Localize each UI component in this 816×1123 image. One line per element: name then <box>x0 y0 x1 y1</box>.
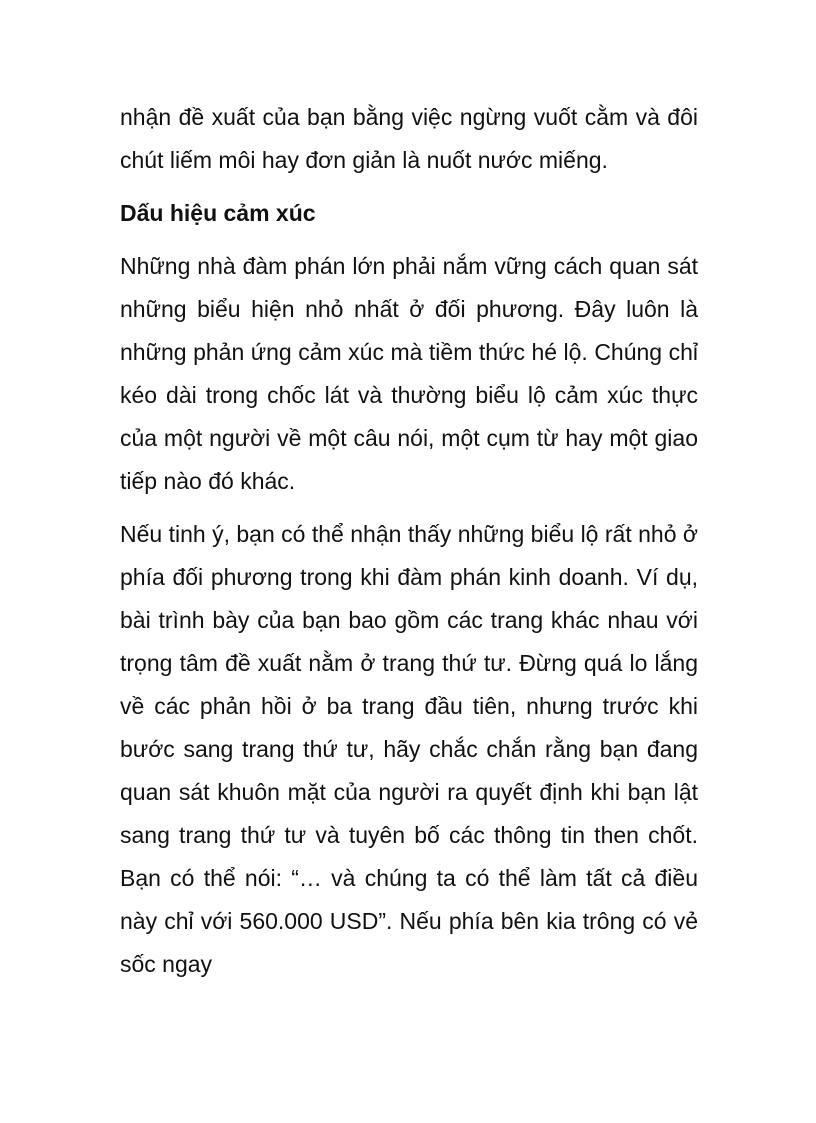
continuation-paragraph: nhận đề xuất của bạn bằng việc ngừng vuốt cằm và đôi chút liếm môi hay đơn giản là nuốt nước miếng. <box>120 104 698 173</box>
paragraph-emotional-signs: Những nhà đàm phán lớn phải nắm vững cách quan sát những biểu hiện nhỏ nhất ở đối phương. Đây luôn là những phản ứng cảm xúc mà tiềm thức hé lộ. Chúng chỉ kéo dài trong chốc lát và thường biểu lộ cảm xúc thực của một người về một câu nói, một cụm từ hay một giao tiếp nào đó khác. <box>120 253 698 494</box>
paragraph-negotiation-example: Nếu tinh ý, bạn có thể nhận thấy những biểu lộ rất nhỏ ở phía đối phương trong khi đàm phán kinh doanh. Ví dụ, bài trình bày của bạn bao gồm các trang khác nhau với trọng tâm đề xuất nằm ở trang thứ tư. Đừng quá lo lắng về các phản hồi ở ba trang đầu tiên, nhưng trước khi bước sang trang thứ tư, hãy chắc chắn rằng bạn đang quan sát khuôn mặt của người ra quyết định khi bạn lật sang trang thứ tư và tuyên bố các thông tin then chốt. Bạn có thể nói: “… và chúng ta có thể làm tất cả điều này chỉ với 560.000 USD”. Nếu phía bên kia trông có vẻ sốc ngay <box>120 521 698 977</box>
section-heading: Dấu hiệu cảm xúc <box>120 200 316 226</box>
document-page <box>120 96 698 996</box>
